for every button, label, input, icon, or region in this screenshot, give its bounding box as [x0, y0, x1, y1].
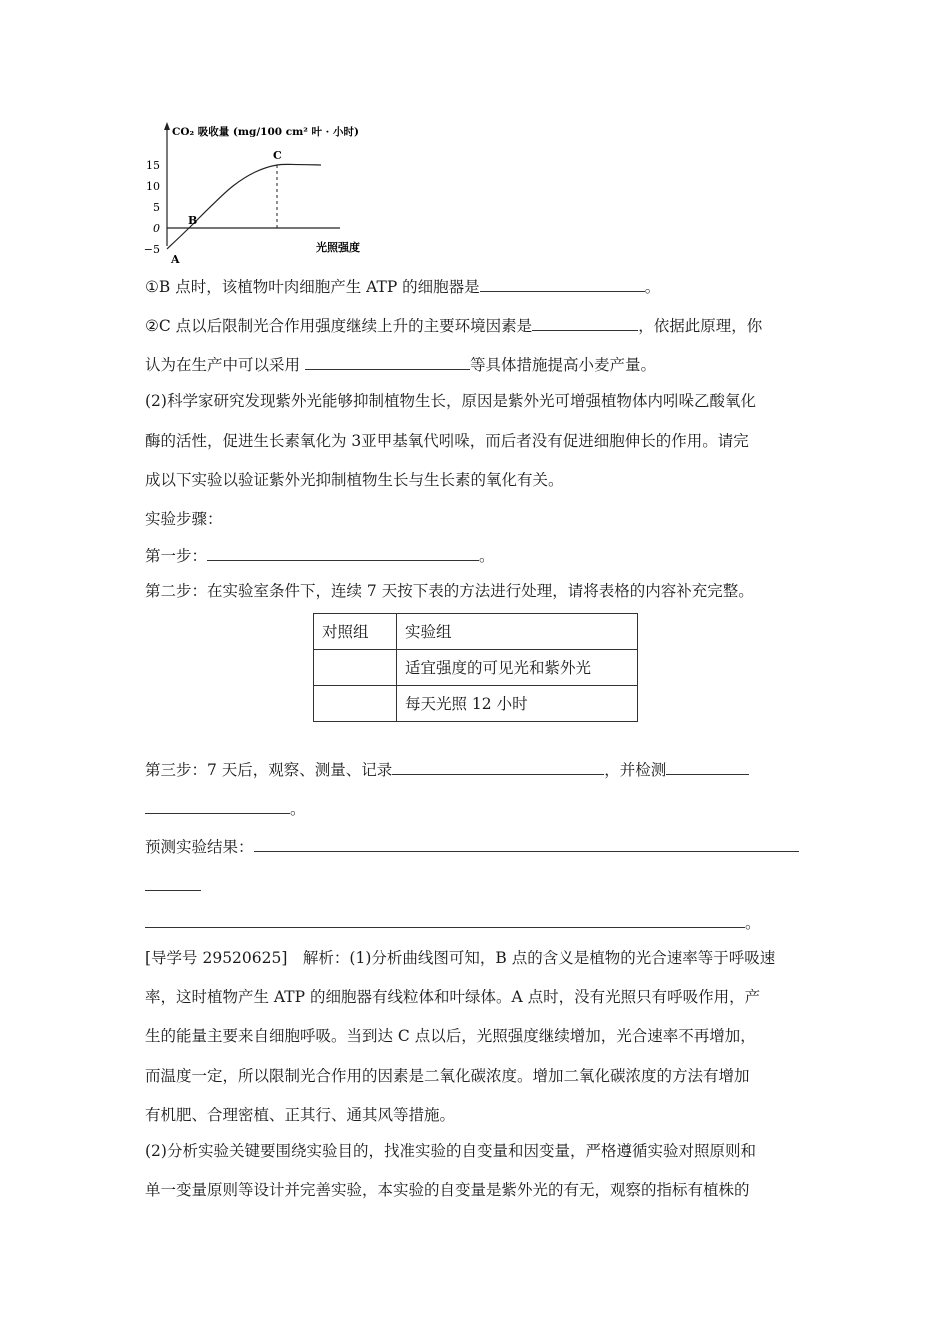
table-cell-blank[interactable] — [314, 686, 397, 722]
answer-blank-step3b[interactable] — [666, 759, 749, 775]
answer-blank-step3a[interactable] — [392, 759, 604, 775]
table-header-cell: 实验组 — [397, 614, 638, 650]
y-axis-arrow — [164, 122, 170, 130]
y-tick-label: 10 — [146, 180, 160, 193]
point-label-a: A — [171, 253, 180, 266]
answer-blank-predict-2[interactable] — [145, 875, 201, 891]
answer-blank-1[interactable] — [480, 276, 645, 292]
answer-blank-step3c[interactable] — [145, 798, 290, 814]
answer-1-line-1: [导学号 29520625] 解析：(1)分析曲线图可知，B 点的含义是植物的光合速率等于呼吸速 — [145, 949, 776, 967]
para-2-line-3: 成以下实验以验证紫外光抑制植物生长与生长素的氧化有关。 — [145, 471, 564, 489]
table-row — [314, 650, 638, 686]
step-3: 第三步：7 天后，观察、测量、记录 ，并检测 — [145, 759, 749, 780]
answer-1-line-3: 生的能量主要来自细胞呼吸。当到达 C 点以后，光照强度继续增加，光合速率不再增加， — [145, 1027, 756, 1045]
answer-1-line-2: 率，这时植物产生 ATP 的细胞器有线粒体和叶绿体。A 点时，没有光照只有呼吸作用，产 — [145, 988, 761, 1006]
co2-curve — [167, 164, 321, 249]
answer-2-line-2: 单一变量原则等设计并完善实验，本实验的自变量是紫外光的有无，观察的指标有植株的 — [145, 1181, 750, 1199]
point-label-b: B — [188, 214, 198, 227]
y-tick-label: 15 — [146, 159, 160, 172]
table-cell: 适宜强度的可见光和紫外光 — [397, 650, 638, 686]
point-labels — [170, 149, 282, 266]
table-row — [314, 614, 638, 650]
step-3-cont: 。 — [145, 798, 306, 819]
answer-2-line-1: (2)分析实验关键要围绕实验目的，找准实验的自变量和因变量，严格遵循实验对照原则和 — [145, 1142, 756, 1160]
answer-blank-predict-1[interactable] — [254, 836, 799, 852]
predict-cont-1 — [145, 875, 201, 896]
answer-blank-predict-3[interactable] — [145, 912, 745, 928]
steps-label: 实验步骤： — [145, 510, 223, 528]
experiment-table — [313, 613, 638, 722]
para-2-line-1: (2)科学家研究发现紫外光能够抑制植物生长，原因是紫外光可增强植物体内吲哚乙酸氧化 — [145, 392, 756, 410]
answer-1-line-4: 而温度一定，所以限制光合作用的因素是二氧化碳浓度。增加二氧化碳浓度的方法有增加 — [145, 1067, 750, 1085]
para-2-line-2: 酶的活性，促进生长素氧化为 3亚甲基氧代吲哚，而后者没有促进细胞伸长的作用。请完 — [145, 432, 749, 450]
y-tick-label: 0 — [153, 222, 160, 235]
predict-results: 预测实验结果： — [145, 836, 799, 857]
answer-blank-step1[interactable] — [207, 545, 479, 561]
step-1: 第一步： 。 — [145, 547, 495, 565]
step-2: 第二步：在实验室条件下，连续 7 天按下表的方法进行处理，请将表格的内容补充完整。 — [145, 582, 754, 600]
question-1: ①B 点时，该植物叶肉细胞产生 ATP 的细胞器是 。 — [145, 278, 661, 296]
y-tick-label: −5 — [143, 243, 160, 256]
answer-1-line-5: 有机肥、合理密植、正其行、通其风等措施。 — [145, 1106, 456, 1124]
table-cell: 每天光照 12 小时 — [397, 686, 638, 722]
question-2b: 认为在生产中可以采用 等具体措施提高小麦产量。 — [145, 356, 656, 374]
question-2a: ②C 点以后限制光合作用强度继续上升的主要环境因素是 ，依据此原理，你 — [145, 317, 763, 335]
table-row — [314, 686, 638, 722]
table-cell-blank[interactable] — [314, 650, 397, 686]
answer-blank-2[interactable] — [532, 315, 638, 331]
point-label-c: C — [273, 149, 282, 162]
answer-blank-3[interactable] — [305, 354, 470, 370]
predict-cont-2: 。 — [145, 912, 761, 933]
x-axis-label: 光照强度 — [316, 241, 360, 254]
y-tick-labels — [144, 159, 160, 256]
table-header-cell: 对照组 — [314, 614, 397, 650]
y-tick-label: 5 — [153, 201, 160, 214]
chart-title: CO₂ 吸收量 (mg/100 cm² 叶 · 小时) — [172, 126, 359, 138]
co2-absorption-chart — [140, 118, 380, 266]
